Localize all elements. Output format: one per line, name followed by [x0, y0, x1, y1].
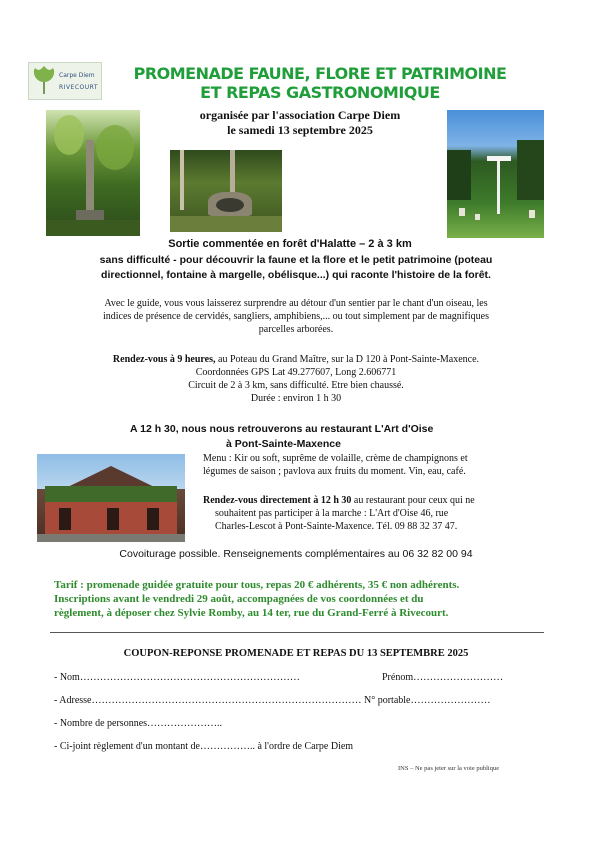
menu-line-1: Menu : Kir ou soft, suprême de volaille, crème de champignons et — [203, 453, 468, 464]
guide-text-line-3: parcelles arborées. — [258, 324, 334, 335]
photo-restaurant — [37, 454, 185, 542]
coupon-field-prenom[interactable]: Prénom……………………… — [382, 672, 504, 683]
outing-headline: Sortie commentée en forêt d'Halatte – 2 à 3 km — [168, 238, 412, 250]
pricing-line-2: Inscriptions avant le vendredi 29 août, accompagnées de vos coordonnées et du — [54, 593, 424, 605]
restaurant-menu — [203, 452, 553, 478]
coupon-separator — [50, 632, 544, 633]
menu-line-2: légumes de saison ; pavlova aux fruits du moment. Vin, eau, café. — [203, 466, 466, 477]
outing-description — [46, 253, 546, 283]
meeting-gps: Coordonnées GPS Lat 49.277607, Long 2.606771 — [195, 367, 397, 378]
meeting-place: au Poteau du Grand Maître, sur la D 120 à Pont-Sainte-Maxence. — [215, 354, 480, 365]
title-line-2: ET REPAS GASTRONOMIQUE — [200, 83, 440, 102]
direct-line-3: Charles-Lescot à Pont-Sainte-Maxence. Tél. 09 88 32 37 47. — [215, 521, 458, 532]
outing-description-line-1: sans difficulté - pour découvrir la faune et la flore et le petit patrimoine (poteau — [99, 254, 493, 266]
coupon-field-reglement[interactable]: - Ci-joint règlement d'un montant de…………….. à l'ordre de Carpe Diem — [54, 741, 354, 752]
direct-line-1 — [203, 494, 553, 507]
photo-fountain — [170, 150, 282, 232]
coupon-title: COUPON-REPONSE PROMENADE ET REPAS DU 13 SEPTEMBRE 2025 — [123, 648, 469, 659]
meeting-duration: Durée : environ 1 h 30 — [250, 393, 342, 404]
ginkgo-leaf-icon — [31, 66, 57, 96]
direct-meeting-time: Rendez-vous directement à 12 h 30 — [203, 495, 352, 506]
direct-line-1-rest: au restaurant pour ceux qui ne — [351, 495, 475, 506]
footer-note: INS – Ne pas jeter sur la voie publique — [398, 765, 500, 772]
outing-description-line-2: directionnel, fontaine à margelle, obélisque...) qui raconte l'histoire de la forêt. — [101, 269, 491, 281]
logo-text-rivecourt: RIVECOURT — [59, 84, 99, 91]
logo-text-carpe-diem: Carpe Diem — [59, 72, 95, 79]
organizer-line: organisée par l'association Carpe Diem — [199, 108, 401, 122]
photo-forest-obelisk — [46, 110, 140, 236]
meeting-info — [46, 353, 546, 405]
organizer-info — [170, 108, 430, 138]
meeting-circuit: Circuit de 2 à 3 km, sans difficulté. Etre bien chaussé. — [188, 380, 404, 391]
coupon-field-adresse[interactable]: - Adresse……………………………………………………………………… N° portable…………………… — [54, 695, 491, 706]
page-title — [100, 64, 540, 102]
title-line-1: PROMENADE FAUNE, FLORE ET PATRIMOINE — [133, 64, 507, 83]
logo — [28, 62, 102, 100]
photo-signpost — [447, 110, 544, 238]
coupon-field-nom[interactable]: - Nom………………………………………………………… — [54, 672, 300, 683]
carpool-info: Covoiturage possible. Renseignements complémentaires au 06 32 82 00 94 — [119, 548, 473, 560]
guide-text-line-1: Avec le guide, vous vous laisserez surprendre au détour d'un sentier par le chant d'un oiseau, les — [104, 298, 488, 309]
pricing-info — [54, 578, 554, 620]
guide-text-line-2: indices de présence de cervidés, sangliers, amphibiens,... ou tout simplement par de magnifiques — [102, 311, 489, 322]
restaurant-headline-line-2: à Pont-Sainte-Maxence — [226, 438, 341, 450]
meeting-line-1 — [46, 353, 546, 366]
restaurant-headline-line-1: A 12 h 30, nous nous retrouverons au restaurant L'Art d'Oise — [130, 423, 434, 435]
meeting-time: Rendez-vous à 9 heures, — [112, 354, 216, 365]
restaurant-headline — [130, 422, 550, 452]
pricing-line-3: règlement, à déposer chez Sylvie Romby, au 14 ter, rue du Grand-Ferré à Rivecourt. — [54, 607, 449, 619]
coupon-field-personnes[interactable]: - Nombre de personnes………………….. — [54, 718, 223, 729]
pricing-line-1: Tarif : promenade guidée gratuite pour tous, repas 20 € adhérents, 35 € non adhérents. — [54, 579, 460, 591]
event-date: le samedi 13 septembre 2025 — [227, 123, 373, 137]
guide-text — [46, 297, 546, 336]
restaurant-direct-meeting — [203, 494, 553, 533]
direct-line-2: souhaitent pas participer à la marche : L'Art d'Oise 46, rue — [215, 508, 449, 519]
